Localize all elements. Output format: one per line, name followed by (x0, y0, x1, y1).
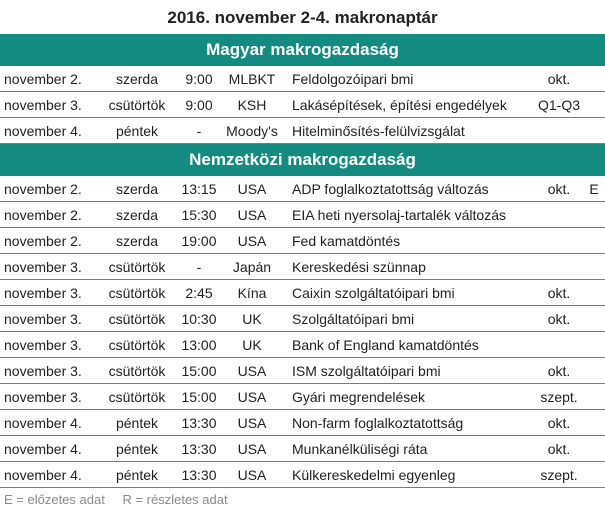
calendar-table (0, 34, 605, 488)
table-row (0, 202, 605, 228)
period-cell: okt. (547, 311, 571, 327)
period-cell: szept. (540, 467, 578, 483)
table-row (0, 92, 605, 118)
event-cell: Fed kamatdöntés (292, 233, 401, 249)
date-cell: november 2. (4, 233, 82, 249)
event-cell: Munkanélküliségi ráta (292, 441, 428, 457)
date-cell: november 3. (4, 97, 82, 113)
source-cell: USA (237, 467, 267, 483)
source-cell: Moody's (226, 123, 278, 139)
table-row (0, 436, 605, 462)
page-title: 2016. november 2-4. makronaptár (167, 8, 438, 27)
time-cell: 15:00 (181, 389, 217, 405)
day-cell: csütörtök (108, 389, 166, 405)
source-cell: KSH (237, 97, 267, 113)
table-row (0, 358, 605, 384)
time-cell: - (196, 123, 202, 139)
time-cell: 2:45 (185, 285, 213, 301)
source-cell: USA (237, 415, 267, 431)
day-cell: szerda (115, 233, 159, 249)
time-cell: 13:30 (181, 441, 217, 457)
time-cell: - (196, 259, 202, 275)
time-cell: 13:30 (181, 467, 217, 483)
table-row (0, 306, 605, 332)
event-cell: Caixin szolgáltatóipari bmi (292, 285, 455, 301)
date-cell: november 4. (4, 123, 82, 139)
section-rows (0, 176, 605, 488)
date-cell: november 3. (4, 259, 82, 275)
day-cell: csütörtök (108, 337, 166, 353)
legend-item-preliminary: E = előzetes adat (4, 492, 105, 507)
event-cell: Non-farm foglalkoztatottság (292, 415, 464, 431)
period-cell: okt. (547, 415, 571, 431)
date-cell: november 4. (4, 441, 82, 457)
source-cell: MLBKT (228, 71, 276, 87)
time-cell: 10:30 (181, 311, 217, 327)
event-cell: Bank of England kamatdöntés (292, 337, 479, 353)
source-cell: Kína (237, 285, 267, 301)
table-row (0, 332, 605, 358)
source-cell: USA (237, 181, 267, 197)
event-cell: Gyári megrendelések (292, 389, 426, 405)
event-cell: EIA heti nyersolaj-tartalék változás (292, 207, 506, 223)
source-cell: USA (237, 233, 267, 249)
date-cell: november 3. (4, 389, 82, 405)
date-cell: november 4. (4, 467, 82, 483)
time-cell: 9:00 (185, 71, 213, 87)
period-cell: okt. (547, 181, 571, 197)
source-cell: USA (237, 207, 267, 223)
source-cell: USA (237, 441, 267, 457)
date-cell: november 2. (4, 181, 82, 197)
event-cell: ADP foglalkoztatottság változás (292, 181, 489, 197)
day-cell: péntek (115, 441, 159, 457)
table-row (0, 462, 605, 488)
section-rows (0, 66, 605, 144)
event-cell: Hitelminősítés-felülvizsgálat (292, 123, 465, 139)
section-header: Nemzetközi makrogazdaság (0, 144, 605, 176)
time-cell: 9:00 (185, 97, 213, 113)
day-cell: csütörtök (108, 363, 166, 379)
date-cell: november 2. (4, 71, 82, 87)
source-cell: Japán (232, 259, 272, 275)
date-cell: november 2. (4, 207, 82, 223)
event-cell: Feldolgozóipari bmi (292, 71, 414, 87)
date-cell: november 3. (4, 311, 82, 327)
period-cell: okt. (547, 285, 571, 301)
table-row (0, 66, 605, 92)
source-cell: USA (237, 363, 267, 379)
day-cell: csütörtök (108, 311, 166, 327)
table-row (0, 176, 605, 202)
time-cell: 13:00 (181, 337, 217, 353)
legend-item-detailed: R = részletes adat (122, 492, 228, 507)
time-cell: 13:30 (181, 415, 217, 431)
day-cell: péntek (115, 123, 159, 139)
table-row (0, 254, 605, 280)
time-cell: 19:00 (181, 233, 217, 249)
table-row (0, 384, 605, 410)
period-cell: szept. (540, 389, 578, 405)
day-cell: csütörtök (108, 97, 166, 113)
table-row (0, 228, 605, 254)
period-cell: okt. (547, 441, 571, 457)
legend (0, 488, 605, 512)
day-cell: csütörtök (108, 259, 166, 275)
event-cell: Lakásépítések, építési engedélyek (292, 97, 507, 113)
time-cell: 13:15 (181, 181, 217, 197)
event-cell: Külkereskedelmi egyenleg (292, 467, 456, 483)
day-cell: péntek (115, 415, 159, 431)
section-header: Magyar makrogazdaság (0, 34, 605, 66)
date-cell: november 4. (4, 415, 82, 431)
time-cell: 15:00 (181, 363, 217, 379)
event-cell: Szolgáltatóipari bmi (292, 311, 415, 327)
source-cell: UK (242, 337, 262, 353)
table-row (0, 280, 605, 306)
date-cell: november 3. (4, 337, 82, 353)
date-cell: november 3. (4, 363, 82, 379)
date-cell: november 3. (4, 285, 82, 301)
day-cell: szerda (115, 71, 159, 87)
event-cell: ISM szolgáltatóipari bmi (292, 363, 441, 379)
day-cell: szerda (115, 207, 159, 223)
day-cell: szerda (115, 181, 159, 197)
day-cell: csütörtök (108, 285, 166, 301)
day-cell: péntek (115, 467, 159, 483)
period-cell: Q1-Q3 (537, 97, 580, 113)
table-row (0, 118, 605, 144)
period-cell: okt. (547, 363, 571, 379)
table-row (0, 410, 605, 436)
source-cell: USA (237, 389, 267, 405)
source-cell: UK (242, 311, 262, 327)
period-cell: okt. (547, 71, 571, 87)
event-cell: Kereskedési szünnap (292, 259, 426, 275)
flag-cell: E (589, 181, 599, 197)
time-cell: 15:30 (181, 207, 217, 223)
